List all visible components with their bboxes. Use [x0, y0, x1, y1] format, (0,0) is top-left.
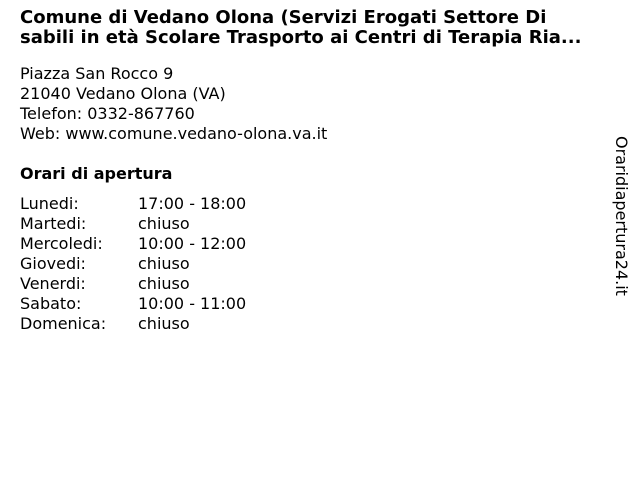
hours-value: chiuso: [138, 274, 190, 293]
hours-row-saturday: [20, 294, 246, 314]
phone-number: Telefon: 0332-867760: [20, 104, 195, 123]
day-label: Venerdi:: [20, 274, 86, 293]
city-address: 21040 Vedano Olona (VA): [20, 84, 226, 103]
hours-row-sunday: [20, 314, 246, 334]
day-label: Sabato:: [20, 294, 82, 313]
day-label: Giovedi:: [20, 254, 86, 273]
hours-value: chiuso: [138, 254, 190, 273]
hours-row-thursday: [20, 254, 246, 274]
hours-value: 10:00 - 12:00: [138, 234, 247, 253]
day-label: Domenica:: [20, 314, 107, 333]
site-watermark: Oraridiapertura24.it: [612, 136, 631, 296]
hours-value: 10:00 - 11:00: [138, 294, 247, 313]
day-label: Mercoledi:: [20, 234, 103, 253]
address-block: [20, 64, 327, 144]
title-line-1: Comune di Vedano Olona (Servizi Erogati Settore Di: [20, 8, 547, 28]
street-address: Piazza San Rocco 9: [20, 64, 174, 83]
day-label: Martedi:: [20, 214, 87, 233]
hours-value: chiuso: [138, 214, 190, 233]
page-title: [20, 8, 620, 48]
day-label: Lunedi:: [20, 194, 79, 213]
hours-value: 17:00 - 18:00: [138, 194, 247, 213]
hours-row-tuesday: [20, 214, 246, 234]
hours-value: chiuso: [138, 314, 190, 333]
hours-row-monday: [20, 194, 246, 214]
title-line-2: sabili in età Scolare Trasporto ai Centri di Terapia Ria...: [20, 28, 582, 48]
opening-hours-heading: Orari di apertura: [20, 164, 173, 183]
hours-row-wednesday: [20, 234, 246, 254]
website: Web: www.comune.vedano-olona.va.it: [20, 124, 328, 143]
hours-row-friday: [20, 274, 246, 294]
opening-hours-table: [20, 194, 246, 334]
